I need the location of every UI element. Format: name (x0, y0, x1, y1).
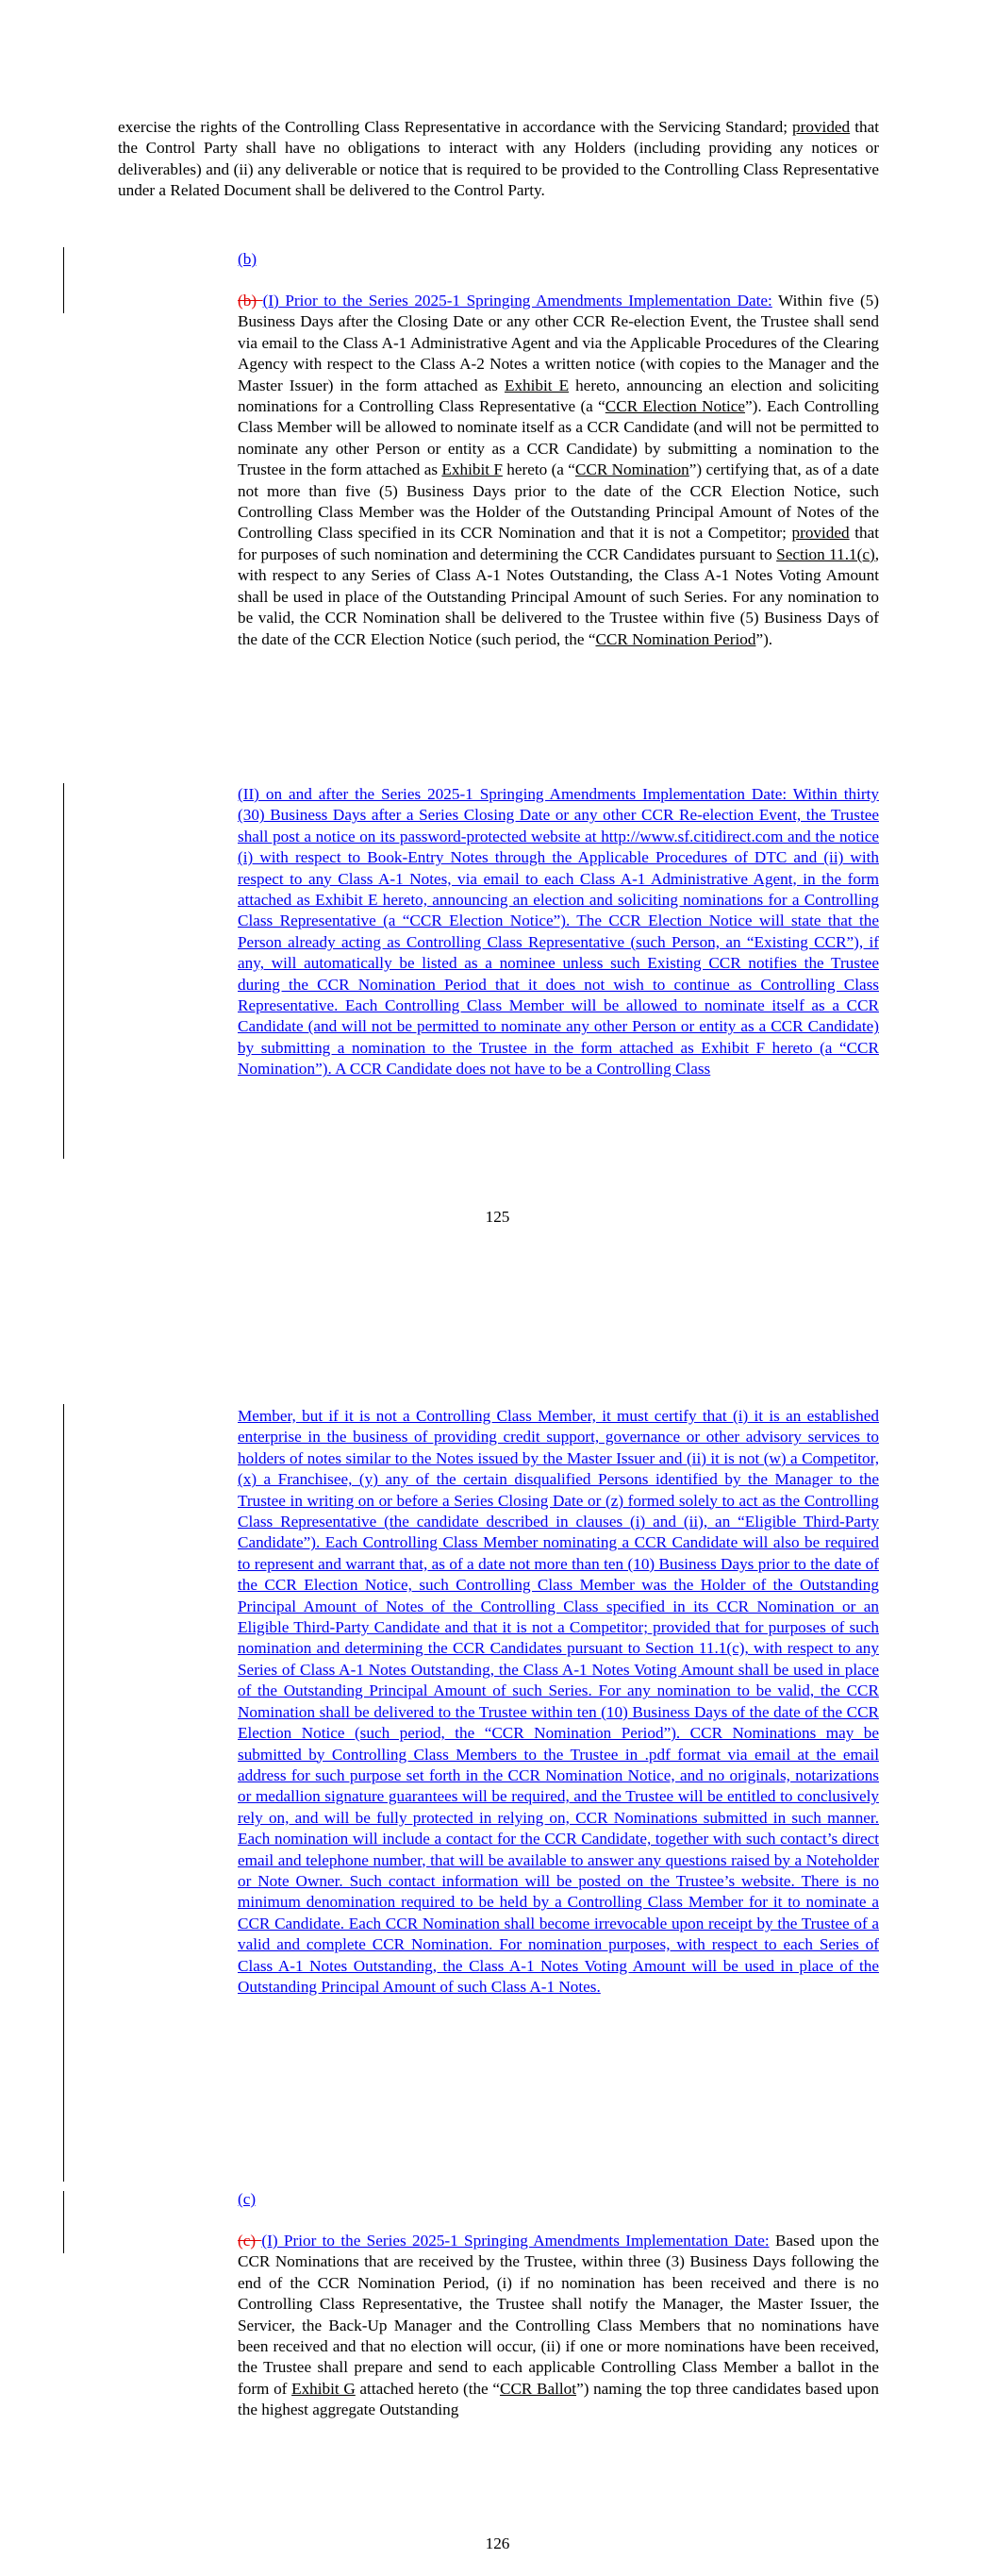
underlined-term: provided (791, 524, 850, 543)
change-bar (63, 247, 64, 313)
text-run: ”). (755, 629, 773, 648)
underlined-term: CCR Nomination Period (595, 629, 756, 648)
text-run: Based upon the CCR Nominations that are received by the Trustee, within three (3) Business Days following the end of the CCR Nomination Period, (i) if no nomination has been received and there is no Controlling Class Representative, the Trustee shall notify the Manager, the Master Issuer, the Servicer, the Back-Up Manager and the Controlling Class Members that no nominations have been received and that no election will occur, (ii) if one or more nominations have been received, the Trustee shall prepare and send to each applicable Controlling Class Member a ballot in the form of (238, 2232, 879, 2398)
text-run: ”). Each Controlling Class Member will be allowed to nominate itself as a CCR Candidate (and will not be permitted to nominate any other Person or entity as a CCR Candidate) by submitting a nomination to the Trustee in the form attached as (238, 397, 879, 479)
section-heading-c (238, 2189, 879, 2210)
inserted-text: (I) Prior to the Series 2025-1 Springing Amendments Implementation Date: (262, 292, 772, 309)
deleted-text: (b) (238, 292, 263, 309)
text-run: hereto (a “ (502, 460, 575, 479)
page-number: 125 (485, 1208, 510, 1226)
underlined-term: Section 11.1(c) (776, 544, 875, 563)
paragraph-c (238, 2231, 879, 2421)
text-run: , with respect to any Series of Class A-1 Notes Outstanding, the Class A-1 Notes Voting Amount shall be used in place of the Outstanding Principal Amount of such Series. For any nomination to be valid, the CCR Nomination shall be delivered to the Trustee within five (5) Business Days of the date of the CCR Election Notice (such period, the “ (238, 544, 879, 648)
inserted-text: (c) (238, 2190, 257, 2208)
text-run: Within five (5) Business Days after the Closing Date or any other CCR Re-election Event, the Trustee shall send via email to the Class A-1 Administrative Agent and via the Applicable Procedures of the Clearing Agency with respect to the Class A-2 Notes a written notice (with copies to the Manager and the Master Issuer) in the form attached as (238, 292, 879, 394)
paragraph-top (118, 117, 879, 202)
change-bar (63, 2191, 64, 2253)
text-run: that for purposes of such nomination and determining the CCR Candidates pursuant to (238, 524, 879, 563)
text-run: attached hereto (the “ (355, 2379, 500, 2398)
change-bar (63, 1404, 64, 2182)
text-run: ”) naming the top three candidates based upon the highest aggregate Outstanding (238, 2379, 879, 2419)
underlined-term: CCR Election Notice (605, 397, 745, 416)
paragraph-b-ii-continued (238, 1406, 879, 1998)
paragraph-b (238, 291, 879, 650)
inserted-text: Member, but if it is not a Controlling Class Member, it must certify that (i) it is an established enterprise in the business of providing credit support, governance or other advisory services to holders of notes similar to the Notes issued by the Master Issuer and (ii) it is not (w) a Competitor, (x) a Franchisee, (y) any of the certain disqualified Persons identified by the Manager to the Trustee in writing on or before a Series Closing Date or (z) formed solely to act as the Controlling Class Representative (the candidate described in clauses (i) and (ii), an “Eligible Third-Party Candidate”). Each Controlling Class Member nominating a CCR Candidate will also be required to represent and warrant that, as of a date not more than ten (10) Business Days prior to the date of the CCR Election Notice, such Controlling Class Member was the Holder of the Outstanding Principal Amount of Notes of the Controlling Class specified in its CCR Nomination or an Eligible Third-Party Candidate and that it is not a Competitor; provided that for purposes of such nomination and determining the CCR Candidates pursuant to Section 11.1(c), with respect to any Series of Class A-1 Notes Outstanding, the Class A-1 Notes Voting Amount shall be used in place of the Outstanding Principal Amount of such Series. For any nomination to be valid, the CCR Nomination shall be delivered to the Trustee within ten (10) Business Days of the date of the CCR Election Notice (such period, the “CCR Nomination Period”). CCR Nominations may be submitted by Controlling Class Members to the Trustee in .pdf format via email at the email address for such purpose set forth in the CCR Nomination Notice, and no originals, notarizations or medallion signature guarantees will be required, and the Trustee will be entitled to conclusively rely on, and will be fully protected in relying on, CCR Nominations submitted in such manner. Each nomination will include a contact for the CCR Candidate, together with such contact’s direct email and telephone number, that will be available to answer any questions raised by a Noteholder or Note Owner. Such contact information will be posted on the Trustee’s website. There is no minimum denomination required to be held by a Controlling Class Member for it to nominate a CCR Candidate. Each CCR Nomination shall become irrevocable upon receipt by the Trustee of a valid and complete CCR Nomination. For nomination purposes, with respect to each Series of Class A-1 Notes Outstanding, the Class A-1 Notes Voting Amount will be used in place of the Outstanding Principal Amount of such Class A-1 Notes. (238, 1407, 879, 1996)
underlined-term: Exhibit G (291, 2379, 356, 2398)
inserted-text: (I) Prior to the Series 2025-1 Springing Amendments Implementation Date: (261, 2232, 770, 2250)
underlined-term: provided (792, 118, 851, 136)
section-heading-b (238, 249, 879, 270)
underlined-term: Exhibit E (504, 376, 570, 394)
page-number: 126 (485, 2534, 510, 2552)
text-run: ”) certifying that, as of a date not more than five (5) Business Days prior to the date of the CCR Election Notice, such Controlling Class Member was the Holder of the Outstanding Principal Amount of Notes of the Controlling Class specified in its CCR Nomination and that it is not a Competitor; (238, 460, 879, 543)
inserted-text: (b) (238, 250, 257, 268)
paragraph-b-ii (238, 784, 879, 1080)
inserted-text: (II) on and after the Series 2025-1 Springing Amendments Implementation Date: Within thirty (30) Business Days after a Series Closing Date or any other CCR Re-election Event, the Trustee shall post a notice on its password-protected website at http://www.sf.citidirect.com and the notice (i) with respect to Book-Entry Notes through the Applicable Procedures of DTC and (ii) with respect to any Class A-1 Notes, via email to each Class A-1 Administrative Agent, in the form attached as Exhibit E hereto, announcing an election and soliciting nominations for a Controlling Class Representative (a “CCR Election Notice”). The CCR Election Notice will state that the Person already acting as Controlling Class Representative (such Person, an “Existing CCR”), if any, will automatically be listed as a nominee unless such Existing CCR notifies the Trustee during the CCR Nomination Period that it does not wish to continue as Controlling Class Representative. Each Controlling Class Member will be allowed to nominate itself as a CCR Candidate (and will not be permitted to nominate any other Person or entity as a CCR Candidate) by submitting a nomination to the Trustee in the form attached as Exhibit F hereto (a “CCR Nomination”). A CCR Candidate does not have to be a Controlling Class (238, 785, 879, 1079)
change-bar (63, 783, 64, 1159)
underlined-term: CCR Ballot (499, 2379, 577, 2398)
underlined-term: Exhibit F (441, 460, 503, 479)
deleted-text: (c) (238, 2232, 262, 2250)
underlined-term: CCR Nomination (574, 460, 689, 479)
text-run: that the Control Party shall have no obligations to interact with any Holders (including providing any notices or deliverables) and (ii) any deliverable or notice that is required to be provided to the Controlling Class Representative under a Related Document shall be delivered to the Control Party. (118, 118, 879, 200)
text-run: exercise the rights of the Controlling Class Representative in accordance with the Servicing Standard; (118, 118, 793, 136)
text-run: hereto, announcing an election and soliciting nominations for a Controlling Class Representative (a “ (238, 376, 880, 416)
